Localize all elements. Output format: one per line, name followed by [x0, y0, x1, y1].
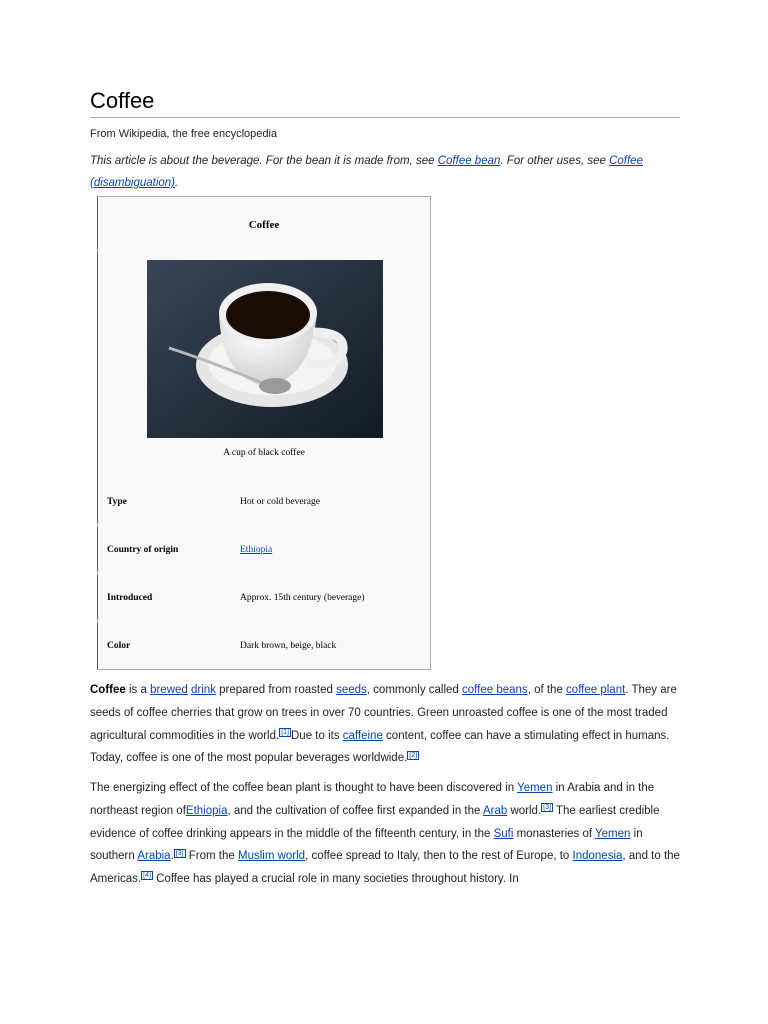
paragraph-text: world. [507, 804, 542, 817]
paragraph-text: , and the cultivation of coffee first expanded in the [227, 804, 483, 817]
paragraph-text: monasteries of [513, 827, 596, 840]
arabia-link[interactable]: Arabia [137, 850, 171, 863]
coffee-cup-illustration [147, 260, 383, 438]
hatnote-text: . [175, 177, 179, 189]
brewed-link[interactable]: brewed [150, 684, 188, 696]
paragraph-text: in Arabia and in the northeast region of [90, 782, 655, 817]
bold-term: Coffee [90, 684, 126, 696]
infobox-label: Color [107, 641, 131, 651]
paragraph-text: . [170, 850, 174, 863]
infobox-row-type [98, 479, 430, 527]
paragraph-text: From the [185, 850, 238, 863]
infobox-value: Approx. 15th century (beverage) [240, 593, 365, 603]
hatnote-text: This article is about the beverage. For the bean it is made from, see [90, 155, 438, 167]
infobox-row-introduced [98, 575, 430, 623]
coffee-bean-link[interactable]: Coffee bean [437, 155, 501, 167]
caffeine-link[interactable]: caffeine [342, 729, 383, 742]
hatnote [90, 150, 680, 194]
page-title: Coffee [90, 88, 155, 113]
ethiopia-link[interactable]: Ethiopia [240, 545, 273, 555]
citation-ref[interactable]: [1] [281, 728, 289, 736]
yemen-link[interactable]: Yemen [517, 782, 553, 794]
infobox-label: Type [107, 497, 127, 507]
ethiopia-link[interactable]: Ethiopia [185, 804, 228, 817]
paragraph-text: , of the [527, 684, 567, 696]
infobox-value: Hot or cold beverage [240, 497, 320, 507]
infobox-value: Dark brown, beige, black [240, 641, 337, 651]
coffee-plant-link[interactable]: coffee plant [566, 684, 626, 696]
history-paragraph [90, 777, 682, 891]
coffee-beans-link[interactable]: coffee beans [462, 684, 528, 696]
drink-link[interactable]: drink [191, 684, 216, 696]
coffee-cup-image[interactable] [147, 260, 383, 438]
paragraph-text: . They are seeds of coffee cherries that grow on trees in over 70 countries. Green unroasted coffee is one of the most traded agricultural commodities in the world. [90, 684, 677, 742]
citation-ref[interactable]: [4] [143, 872, 151, 880]
paragraph-text: content, coffee can have a stimulating effect in humans. Today, coffee is one of the most popular beverages worldwide. [90, 729, 670, 765]
infobox-row-color [98, 623, 430, 671]
infobox-label: Country of origin [107, 545, 179, 555]
infobox [97, 196, 431, 670]
citation-ref[interactable]: [3] [175, 849, 184, 857]
title-divider [90, 117, 680, 118]
infobox-label: Introduced [107, 593, 153, 603]
paragraph-text: The energizing effect of the coffee bean plant is thought to have been discovered in [90, 782, 518, 794]
paragraph-text: , coffee spread to Italy, then to the rest of Europe, to [305, 850, 573, 863]
paragraph-text: prepared from roasted [215, 684, 337, 696]
site-tagline: From Wikipedia, the free encyclopedia [90, 128, 278, 140]
citation-ref[interactable]: [3] [543, 803, 551, 811]
infobox-row-origin [98, 527, 430, 575]
infobox-title: Coffee [248, 219, 280, 231]
paragraph-text: , and to the Americas. [90, 850, 680, 886]
intro-paragraph [90, 679, 682, 770]
hatnote-text: . For other uses, see [500, 155, 610, 167]
paragraph-text: Due to its [291, 729, 343, 742]
paragraph-text: in southern [90, 827, 643, 863]
paragraph-text: The earliest credible evidence of coffee drinking appears in the middle of the fifteenth century, in the [90, 804, 660, 840]
indonesia-link[interactable]: Indonesia [572, 850, 623, 863]
paragraph-text: is a [125, 684, 151, 696]
image-caption: A cup of black coffee [223, 448, 305, 458]
sufi-link[interactable]: Sufi [493, 827, 514, 840]
paragraph-text: , commonly called [366, 684, 463, 696]
seeds-link[interactable]: seeds [336, 684, 367, 696]
coffee-disambiguation-link[interactable]: Coffee (disambiguation) [90, 155, 643, 189]
yemen-link[interactable]: Yemen [595, 827, 631, 840]
arab-link[interactable]: Arab [482, 804, 508, 817]
citation-ref[interactable]: [2] [409, 751, 418, 759]
muslim-world-link[interactable]: Muslim world [237, 850, 306, 863]
paragraph-text: Coffee has played a crucial role in many societies throughout history. In [152, 873, 519, 886]
